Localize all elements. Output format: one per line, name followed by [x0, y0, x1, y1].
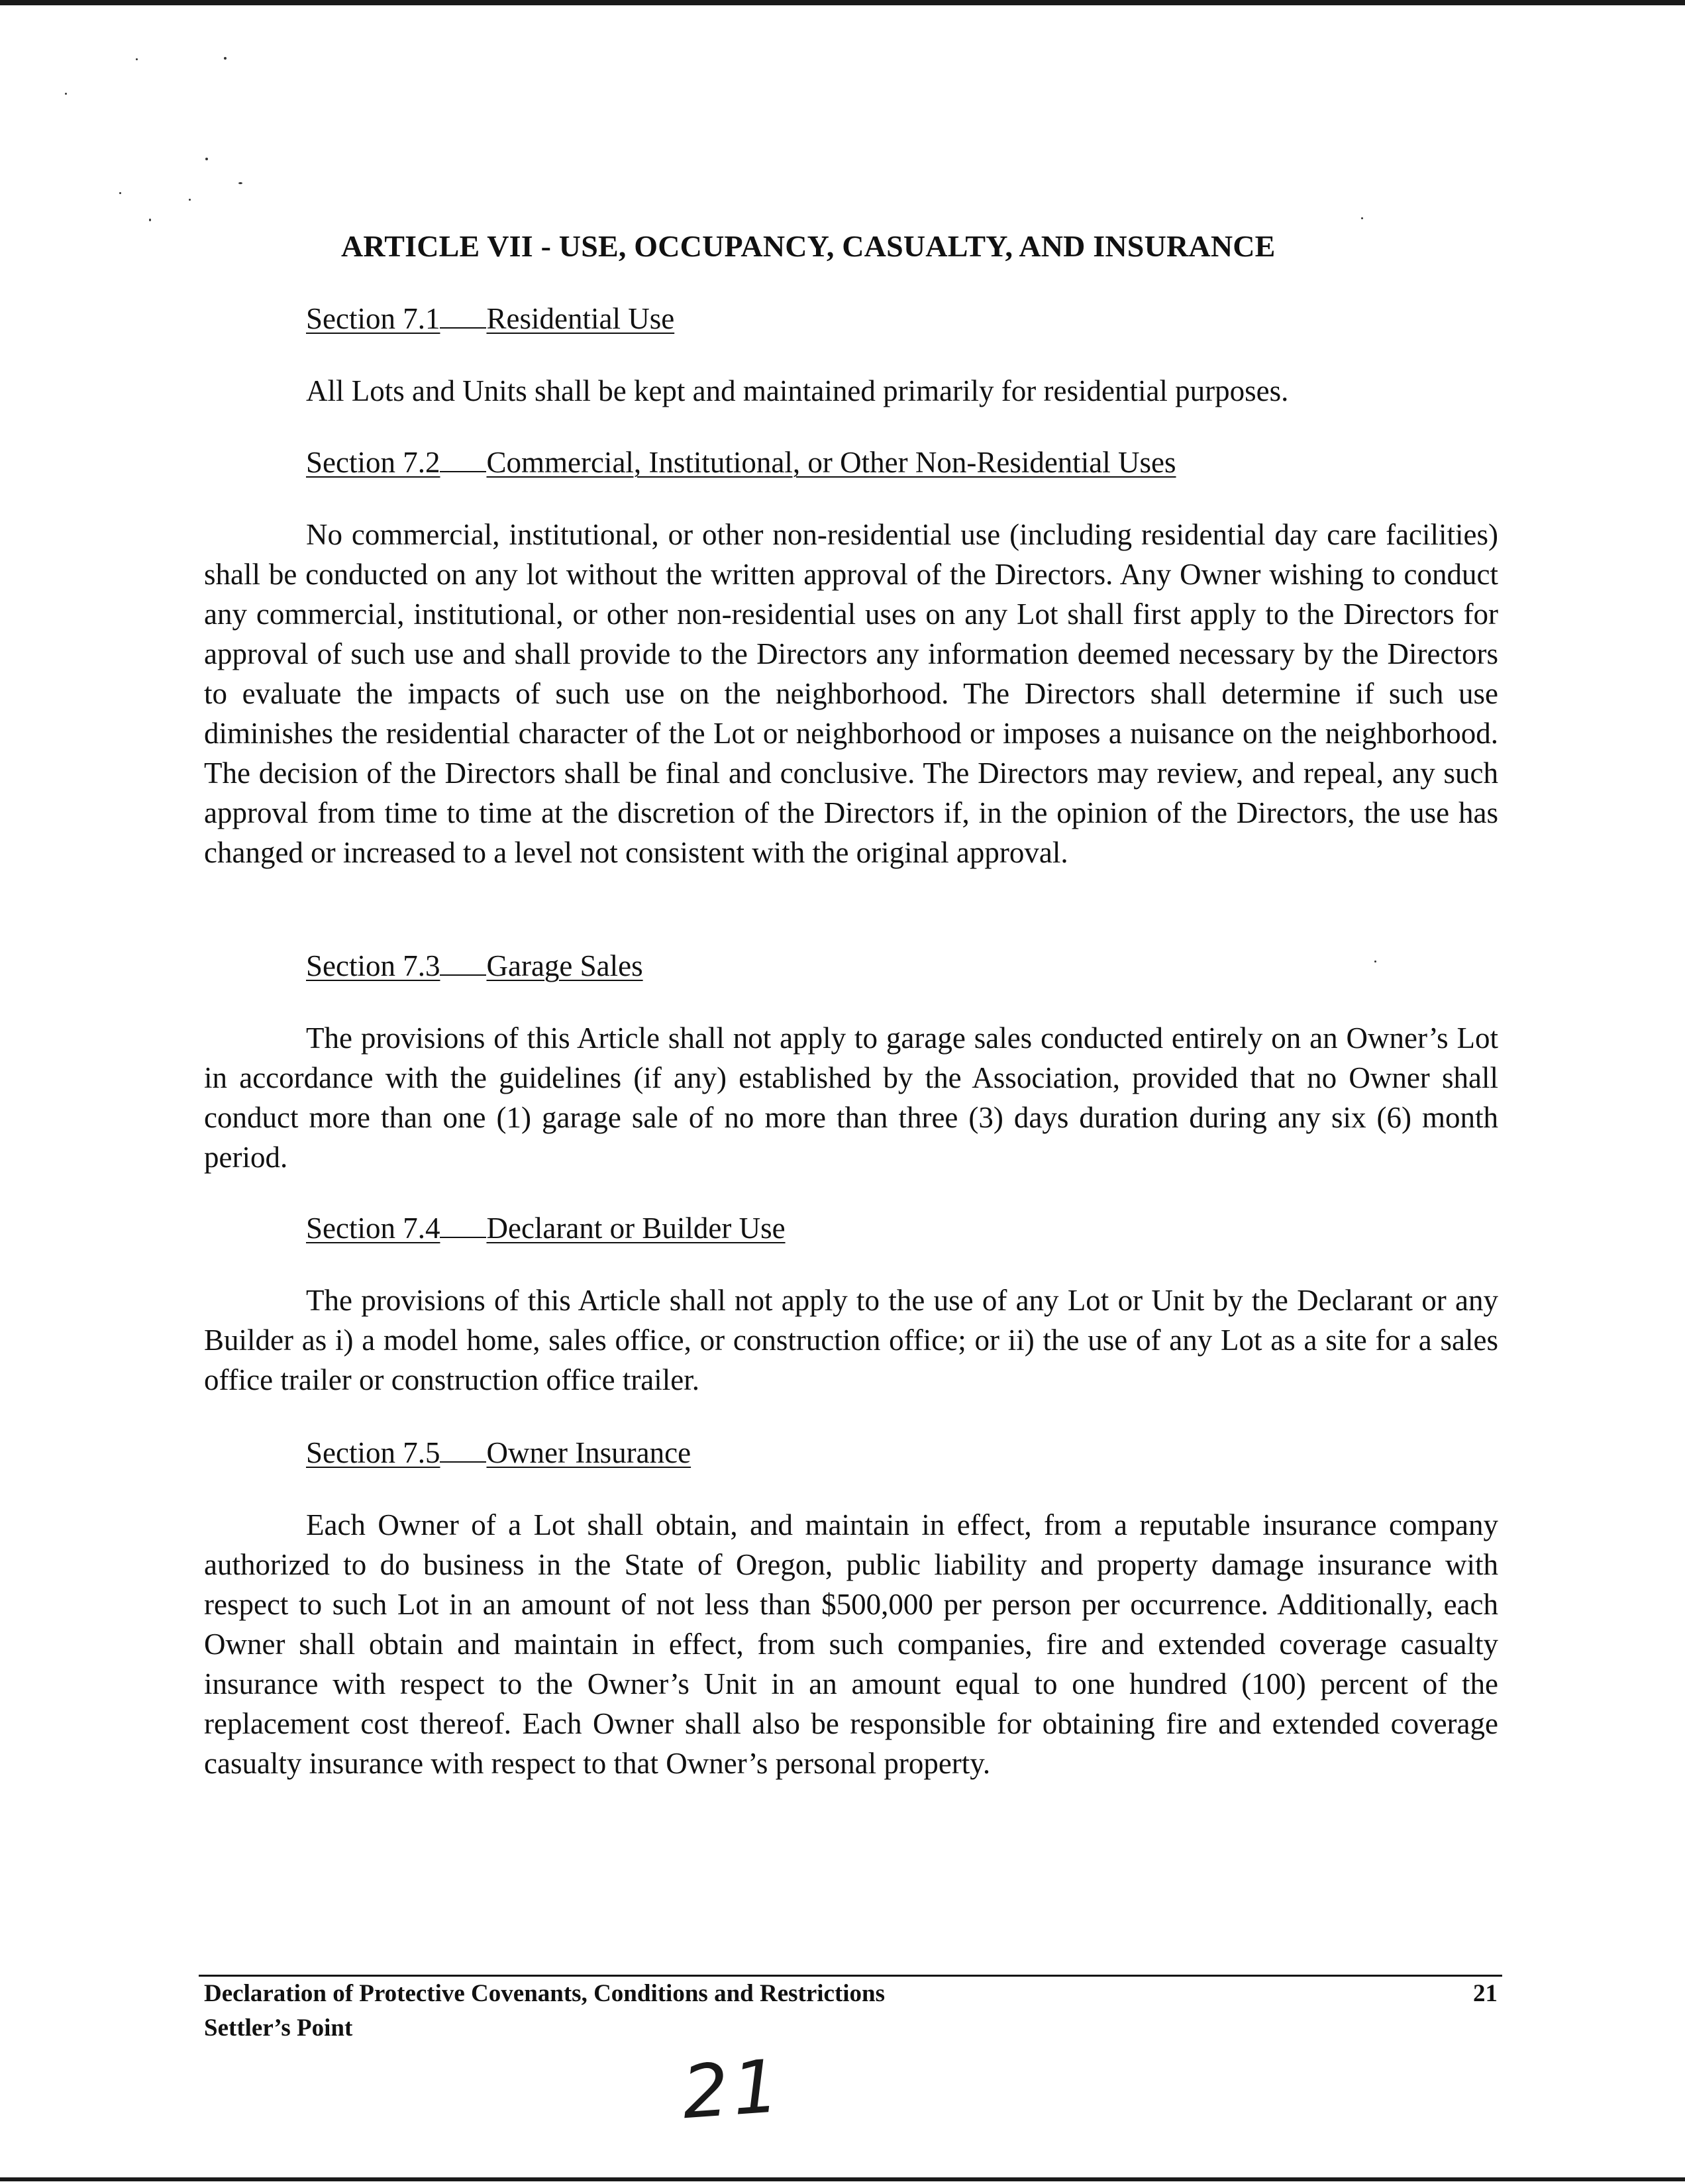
- footer-page-number: 21: [1473, 1980, 1498, 2007]
- footer-subtitle: Settler’s Point: [204, 2014, 353, 2042]
- scan-speck: [119, 192, 121, 194]
- footer-rule: [199, 1975, 1502, 1977]
- section-name: Owner Insurance: [486, 1436, 691, 1469]
- scan-speck: [136, 58, 138, 60]
- section-body: Each Owner of a Lot shall obtain, and maintain in effect, from a reputable insurance company authorized to do business in the State of Oregon, public liability and property damage insurance with respect to such Lot in an amount of not less than $500,000 per person per occurrence. Additionally, each Owner shall obtain and maintain in effect, from such companies, fire and extended coverage casualty insurance with respect to the Owner’s Unit in an amount equal to one hundred (100) percent of the replacement cost thereof. Each Owner shall also be responsible for obtaining fire and extended coverage casualty insurance with respect to that Owner’s personal property.: [204, 1508, 1498, 1780]
- section-number: Section 7.4: [306, 1212, 440, 1245]
- article-title: ARTICLE VII - USE, OCCUPANCY, CASUALTY, AND INSURANCE: [341, 229, 1276, 263]
- scan-speck: [189, 199, 191, 201]
- section-heading: [306, 1211, 786, 1245]
- section-name: Residential Use: [486, 302, 675, 335]
- section-number: Section 7.5: [306, 1436, 440, 1469]
- scan-speck: [1361, 217, 1363, 219]
- scan-speck: [224, 57, 227, 60]
- section-number: Section 7.1: [306, 302, 440, 335]
- scan-speck: [238, 182, 242, 184]
- section-name: Garage Sales: [486, 949, 643, 982]
- section-heading: [306, 1435, 691, 1470]
- section-number: Section 7.3: [306, 949, 440, 982]
- section-name: Declarant or Builder Use: [486, 1212, 786, 1245]
- scan-border-bottom: [0, 2177, 1685, 2181]
- section-heading: [306, 949, 643, 983]
- section-body: All Lots and Units shall be kept and maintained primarily for residential purposes.: [306, 374, 1289, 407]
- section-name: Commercial, Institutional, or Other Non-Residential Uses: [486, 446, 1176, 479]
- section-body: No commercial, institutional, or other non-residential use (including residential day care facilities) shall be conducted on any lot without the written approval of the Directors. Any Owner wishing to conduct any commercial, institutional, or other non-residential uses on any Lot shall first apply to the Directors for approval of such use and shall provide to the Directors any information deemed necessary by the Directors to evaluate the impacts of such use on the neighborhood. The Directors shall determine if such use diminishes the residential character of the Lot or neighborhood or imposes a nuisance on the neighborhood. The decision of the Directors shall be final and conclusive. The Directors may review, and repeal, any such approval from time to time at the discretion of the Directors if, in the opinion of the Directors, the use has changed or increased to a level not consistent with the original approval.: [204, 518, 1498, 869]
- section-body: The provisions of this Article shall not apply to the use of any Lot or Unit by the Declarant or any Builder as i) a model home, sales office, or construction office; or ii) the use of any Lot as a site for a sales office trailer or construction office trailer.: [204, 1284, 1498, 1396]
- footer-title: Declaration of Protective Covenants, Conditions and Restrictions: [204, 1980, 886, 2007]
- scan-border-top: [0, 0, 1685, 5]
- scan-speck: [65, 93, 67, 95]
- scan-speck: [205, 158, 208, 160]
- section-heading: [306, 445, 1176, 480]
- handwritten-page-number: 21: [679, 2043, 786, 2136]
- scan-speck: [1374, 961, 1376, 962]
- section-number: Section 7.2: [306, 446, 440, 479]
- section-body: The provisions of this Article shall not apply to garage sales conducted entirely on an Owner’s Lot in accordance with the guidelines (if any) established by the Association, provided that no Owner shall conduct more than one (1) garage sale of no more than three (3) days duration during any six (6) month period.: [204, 1021, 1498, 1174]
- scan-speck: [149, 219, 151, 221]
- section-heading: [306, 301, 674, 336]
